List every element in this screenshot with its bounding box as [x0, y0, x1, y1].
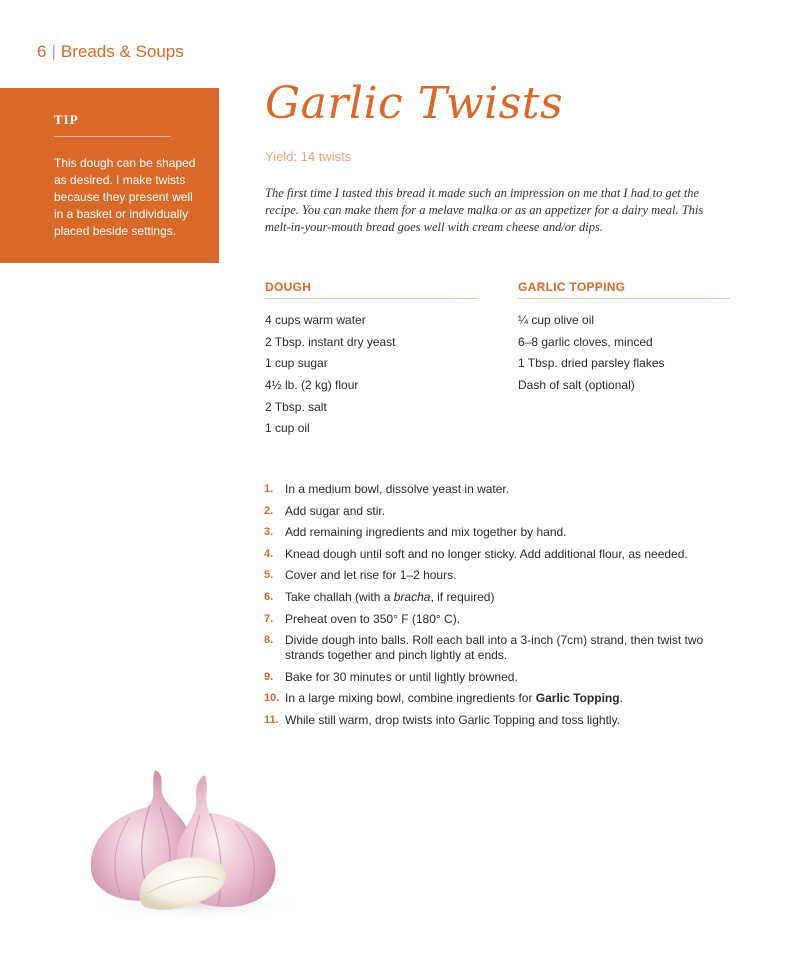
- ingredient-item: ¼ cup olive oil: [518, 313, 595, 327]
- step-text: While still warm, drop twists into Garlic Topping and toss lightly.: [285, 712, 621, 727]
- dough-heading: DOUGH: [265, 280, 312, 294]
- step-number: 2.: [264, 504, 274, 517]
- step-text-bold: Garlic Topping: [535, 691, 620, 706]
- step-text-part: Take challah (with a: [285, 589, 394, 604]
- recipe-intro: The first time I tasted this bread it made such an impression on me that I had to get the recipe. You can make them for a melave malka or as an appetizer for a dairy meal. This melt-in-your-mouth bread goes well with cream cheese and/or dips.: [265, 186, 704, 234]
- ingredient-item: 6–8 garlic cloves, minced: [518, 334, 653, 349]
- step-number: 4.: [264, 547, 274, 560]
- step-number: 1.: [264, 483, 274, 495]
- topping-divider: [518, 298, 730, 299]
- step-item: [264, 633, 724, 663]
- step-text: Divide dough into balls. Roll each ball into a 3-inch (7cm) strand, then twist two strands together and pinch lightly at ends.: [285, 633, 704, 663]
- step-text: Add sugar and stir.: [285, 503, 386, 518]
- garlic-bulbs-image: [70, 755, 310, 925]
- step-item: [264, 525, 724, 540]
- topping-heading: GARLIC TOPPING: [518, 280, 626, 294]
- step-text-part: , if required): [430, 589, 495, 604]
- ingredient-item: 4½ lb. (2 kg) flour: [265, 378, 359, 393]
- dough-divider: [265, 298, 477, 299]
- step-number: 3.: [264, 526, 274, 539]
- step-text: Cover and let rise for 1–2 hours.: [285, 568, 457, 583]
- step-number: 5.: [264, 569, 274, 582]
- step-text-part: .: [619, 691, 623, 706]
- step-text: [285, 590, 494, 605]
- section-name: Breads & Soups: [60, 42, 184, 61]
- step-text: Bake for 30 minutes or until lightly browned.: [285, 669, 518, 684]
- instruction-steps: [264, 482, 724, 735]
- ingredient-item: 1 cup sugar: [265, 356, 328, 371]
- step-item: [264, 612, 724, 627]
- step-text: [285, 691, 623, 706]
- ingredient-item: 1 Tbsp. dried parsley flakes: [518, 356, 665, 371]
- tip-box: [0, 88, 219, 263]
- ingredient-item: Dash of salt (optional): [518, 378, 635, 393]
- page-number: 6: [37, 42, 47, 61]
- dough-ingredient-list: [265, 310, 396, 440]
- step-text: Preheat oven to 350° F (180° C).: [285, 611, 461, 626]
- running-header: [37, 42, 184, 62]
- tip-text: This dough can be shaped as desired. I make twists because they present well in a basket or individually placed beside settings.: [54, 156, 196, 238]
- step-number: 9.: [264, 670, 274, 683]
- ingredient-item: 2 Tbsp. salt: [265, 399, 327, 414]
- tip-title: TIP: [54, 112, 79, 127]
- step-number: 7.: [264, 612, 274, 625]
- ingredient-item: 1 cup oil: [265, 421, 310, 436]
- step-number: 8.: [264, 634, 274, 647]
- step-item: [264, 713, 724, 728]
- header-separator: |: [51, 42, 56, 61]
- step-item: [264, 691, 724, 706]
- recipe-yield: Yield: 14 twists: [265, 149, 352, 164]
- topping-ingredient-list: [518, 310, 665, 397]
- ingredient-item: 4 cups warm water: [265, 313, 366, 327]
- step-text: Knead dough until soft and no longer sticky. Add additional flour, as needed.: [285, 546, 688, 561]
- step-item: [264, 568, 724, 583]
- step-text: In a medium bowl, dissolve yeast in water.: [285, 482, 510, 496]
- step-item: [264, 670, 724, 685]
- tip-divider: [54, 136, 171, 137]
- step-number: 6.: [264, 590, 274, 603]
- step-item: [264, 590, 724, 605]
- step-number: 11.: [264, 713, 279, 726]
- step-item: [264, 547, 724, 562]
- step-number: 10.: [264, 692, 280, 705]
- recipe-title: Garlic Twists: [265, 78, 564, 129]
- step-text: Add remaining ingredients and mix together by hand.: [285, 525, 567, 540]
- step-text-italic: bracha: [393, 589, 431, 604]
- step-item: [264, 504, 724, 519]
- ingredient-item: 2 Tbsp. instant dry yeast: [265, 334, 396, 349]
- step-text-part: In a large mixing bowl, combine ingredients for: [285, 691, 536, 706]
- step-item: [264, 482, 724, 497]
